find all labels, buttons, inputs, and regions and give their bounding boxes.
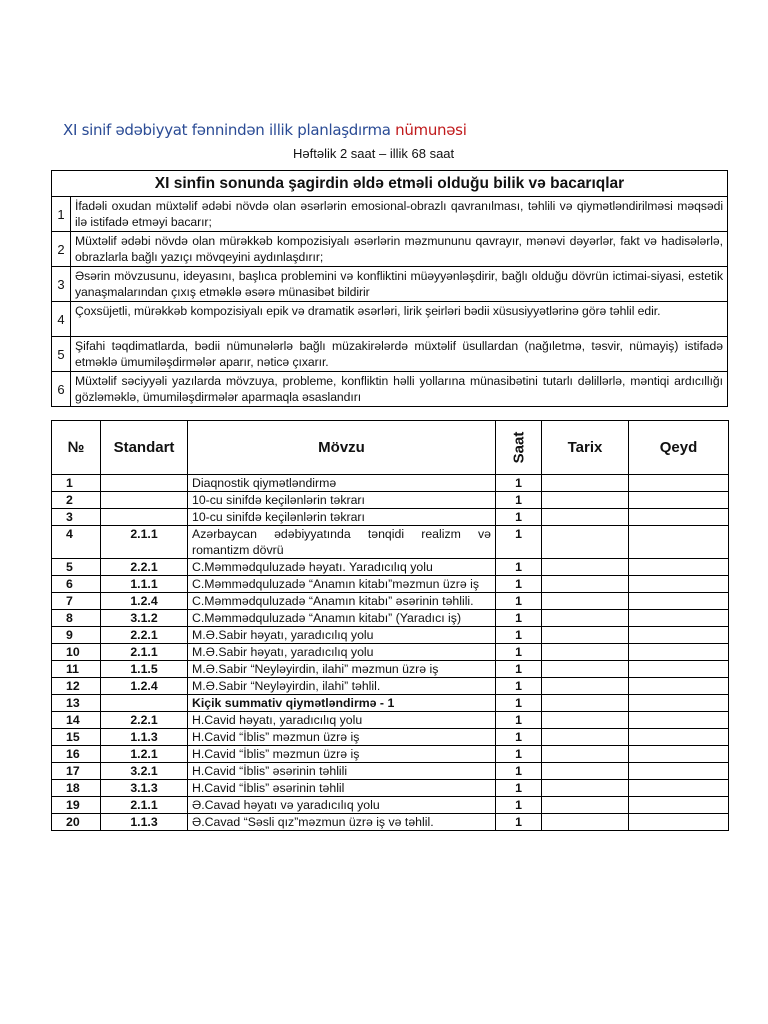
cell-number: 13 [52, 695, 101, 712]
cell-standart [101, 509, 188, 526]
col-header-tarix: Tarix [542, 421, 629, 475]
table-row [52, 475, 729, 492]
cell-saat: 1 [496, 814, 542, 831]
table-row [52, 695, 729, 712]
cell-number: 1 [52, 475, 101, 492]
cell-qeyd [629, 746, 729, 763]
cell-number: 12 [52, 678, 101, 695]
col-header-number: № [52, 421, 101, 475]
cell-standart: 2.2.1 [101, 712, 188, 729]
table-row [52, 780, 729, 797]
cell-number: 6 [52, 576, 101, 593]
cell-qeyd [629, 678, 729, 695]
cell-saat: 1 [496, 746, 542, 763]
cell-standart: 2.2.1 [101, 559, 188, 576]
cell-number: 9 [52, 627, 101, 644]
cell-standart [101, 475, 188, 492]
skills-row-text: Əsərin mövzusunu, ideyasını, başlıca problemini və konfliktini müəyyənləşdirir, bağlı olduğu dövrün ictimai-siyasi, estetik yanaşmalarından çıxış etməklə əsərə münasibət bildirir [71, 267, 728, 302]
cell-tarix [542, 475, 629, 492]
cell-tarix [542, 492, 629, 509]
cell-qeyd [629, 780, 729, 797]
skills-row-text: Müxtəlif ədəbi növdə olan mürəkkəb kompozisiyalı əsərlərin məzmununu qavrayır, mənəvi dəyərlər, fakt və hadisələrlə, obrazlarla bağlı yazıçı mövqeyini aydınlaşdırır; [71, 232, 728, 267]
cell-qeyd [629, 797, 729, 814]
cell-standart: 1.1.3 [101, 729, 188, 746]
table-row [52, 492, 729, 509]
table-row [52, 593, 729, 610]
cell-movzu: Azərbaycan ədəbiyyatında tənqidi realizm və romantizm dövrü [188, 526, 496, 559]
skills-table [51, 170, 728, 407]
cell-tarix [542, 576, 629, 593]
document-subtitle: Həftəlik 2 saat – illik 68 saat [293, 146, 455, 161]
cell-tarix [542, 526, 629, 559]
table-row [52, 661, 729, 678]
table-row [52, 627, 729, 644]
cell-movzu: H.Cavid “İblis” məzmun üzrə iş [188, 746, 496, 763]
cell-number: 4 [52, 526, 101, 559]
cell-saat: 1 [496, 610, 542, 627]
cell-tarix [542, 610, 629, 627]
table-row [52, 729, 729, 746]
col-header-standart: Standart [101, 421, 188, 475]
cell-saat: 1 [496, 729, 542, 746]
skills-row-text: İfadəli oxudan müxtəlif ədəbi növdə olan əsərlərin emosional-obrazlı qavranılması, təhlili və qiymətləndirilməsi məqsədi ilə istifadə etməyi bacarır; [71, 197, 728, 232]
cell-tarix [542, 644, 629, 661]
skills-row-number: 1 [52, 197, 71, 232]
skills-row-number: 5 [52, 337, 71, 372]
cell-number: 8 [52, 610, 101, 627]
table-row [52, 509, 729, 526]
cell-tarix [542, 763, 629, 780]
skills-row-text: Çoxsüjetli, mürəkkəb kompozisiyalı epik və dramatik əsərləri, lirik şeirləri bədii xüsusiyyətlərinə görə təhlil edir. [71, 302, 728, 337]
cell-standart: 1.1.3 [101, 814, 188, 831]
skills-row [52, 267, 728, 302]
cell-saat: 1 [496, 509, 542, 526]
cell-movzu: H.Cavid “İblis” əsərinin təhlili [188, 763, 496, 780]
cell-saat: 1 [496, 661, 542, 678]
cell-number: 3 [52, 509, 101, 526]
cell-movzu: Ə.Cavad həyatı və yaradıcılıq yolu [188, 797, 496, 814]
cell-saat: 1 [496, 526, 542, 559]
table-row [52, 712, 729, 729]
col-header-movzu: Mövzu [188, 421, 496, 475]
cell-movzu: C.Məmmədquluzadə “Anamın kitabı” (Yaradıcı iş) [188, 610, 496, 627]
skills-row [52, 197, 728, 232]
cell-qeyd [629, 644, 729, 661]
cell-qeyd [629, 559, 729, 576]
cell-saat: 1 [496, 644, 542, 661]
cell-tarix [542, 559, 629, 576]
cell-movzu: C.Məmmədquluzadə “Anamın kitabı”məzmun üzrə iş [188, 576, 496, 593]
cell-saat: 1 [496, 576, 542, 593]
cell-movzu: M.Ə.Sabir “Neyləyirdin, ilahi” məzmun üzrə iş [188, 661, 496, 678]
cell-tarix [542, 797, 629, 814]
cell-standart: 2.1.1 [101, 644, 188, 661]
cell-movzu: 10-cu sinifdə keçilənlərin təkrarı [188, 492, 496, 509]
cell-qeyd [629, 712, 729, 729]
skills-row-number: 6 [52, 372, 71, 407]
cell-saat: 1 [496, 678, 542, 695]
cell-standart: 1.1.1 [101, 576, 188, 593]
cell-qeyd [629, 593, 729, 610]
cell-movzu: 10-cu sinifdə keçilənlərin təkrarı [188, 509, 496, 526]
cell-qeyd [629, 729, 729, 746]
cell-standart: 3.1.3 [101, 780, 188, 797]
cell-standart [101, 492, 188, 509]
cell-qeyd [629, 526, 729, 559]
table-row [52, 559, 729, 576]
cell-saat: 1 [496, 695, 542, 712]
col-header-saat [496, 421, 542, 475]
cell-number: 7 [52, 593, 101, 610]
cell-standart: 3.1.2 [101, 610, 188, 627]
cell-tarix [542, 712, 629, 729]
skills-row-number: 4 [52, 302, 71, 337]
cell-saat: 1 [496, 797, 542, 814]
cell-movzu: M.Ə.Sabir həyatı, yaradıcılıq yolu [188, 644, 496, 661]
cell-qeyd [629, 576, 729, 593]
cell-standart: 2.1.1 [101, 526, 188, 559]
cell-number: 16 [52, 746, 101, 763]
cell-number: 2 [52, 492, 101, 509]
cell-movzu: H.Cavid “İblis” əsərinin təhlil [188, 780, 496, 797]
cell-saat: 1 [496, 712, 542, 729]
cell-saat: 1 [496, 559, 542, 576]
cell-standart [101, 695, 188, 712]
skills-row-text: Şifahi təqdimatlarda, bədii nümunələrlə bağlı müzakirələrdə müxtəlif üsullardan (nağıletmə, təsvir, nümayiş) istifadə etməklə ümumiləşdirmələr aparır, nəticə çıxarır. [71, 337, 728, 372]
cell-qeyd [629, 763, 729, 780]
document-title-main: XI sinif ədəbiyyat fənnindən illik planlaşdırma [63, 121, 396, 139]
cell-saat: 1 [496, 593, 542, 610]
cell-number: 5 [52, 559, 101, 576]
cell-standart: 1.1.5 [101, 661, 188, 678]
cell-movzu: Ə.Cavad “Səsli qız”məzmun üzrə iş və təhlil. [188, 814, 496, 831]
cell-movzu: M.Ə.Sabir həyatı, yaradıcılıq yolu [188, 627, 496, 644]
cell-number: 18 [52, 780, 101, 797]
cell-movzu: H.Cavid “İblis” məzmun üzrə iş [188, 729, 496, 746]
skills-row-number: 2 [52, 232, 71, 267]
cell-movzu: Kiçik summativ qiymətləndirmə - 1 [188, 695, 496, 712]
skills-row-text: Müxtəlif səciyyəli yazılarda mövzuya, probleme, konfliktin həlli yollarına münasibətini tutarlı dəlillərlə, məntiqi ardıcıllığı gözləməklə, ümumiləşdirmələr aparmaqla əsaslandırı [71, 372, 728, 407]
table-row [52, 576, 729, 593]
cell-qeyd [629, 814, 729, 831]
table-row [52, 746, 729, 763]
cell-tarix [542, 695, 629, 712]
cell-qeyd [629, 661, 729, 678]
cell-number: 14 [52, 712, 101, 729]
skills-row-number: 3 [52, 267, 71, 302]
table-row [52, 763, 729, 780]
cell-standart: 2.2.1 [101, 627, 188, 644]
cell-tarix [542, 661, 629, 678]
col-header-qeyd: Qeyd [629, 421, 729, 475]
cell-number: 15 [52, 729, 101, 746]
table-row [52, 678, 729, 695]
cell-saat: 1 [496, 763, 542, 780]
cell-movzu: Diaqnostik qiymətləndirmə [188, 475, 496, 492]
table-row [52, 610, 729, 627]
table-row [52, 797, 729, 814]
cell-number: 20 [52, 814, 101, 831]
skills-row [52, 302, 728, 337]
cell-standart: 3.2.1 [101, 763, 188, 780]
cell-tarix [542, 627, 629, 644]
cell-tarix [542, 780, 629, 797]
cell-number: 11 [52, 661, 101, 678]
cell-tarix [542, 746, 629, 763]
cell-movzu: M.Ə.Sabir “Neyləyirdin, ilahi” təhlil. [188, 678, 496, 695]
cell-saat: 1 [496, 475, 542, 492]
plan-table-header [52, 421, 729, 475]
cell-qeyd [629, 695, 729, 712]
cell-qeyd [629, 492, 729, 509]
skills-table-heading: XI sinfin sonunda şagirdin əldə etməli olduğu bilik və bacarıqlar [52, 171, 728, 197]
cell-qeyd [629, 475, 729, 492]
skills-row [52, 372, 728, 407]
cell-saat: 1 [496, 492, 542, 509]
cell-movzu: C.Məmmədquluzadə həyatı. Yaradıcılıq yolu [188, 559, 496, 576]
cell-number: 17 [52, 763, 101, 780]
cell-standart: 1.2.1 [101, 746, 188, 763]
cell-tarix [542, 593, 629, 610]
plan-table-body [52, 475, 729, 831]
cell-qeyd [629, 610, 729, 627]
cell-movzu: H.Cavid həyatı, yaradıcılıq yolu [188, 712, 496, 729]
document-title-highlight: nümunəsi [395, 121, 467, 139]
skills-row [52, 232, 728, 267]
table-row [52, 814, 729, 831]
col-header-saat-label: Saat [510, 431, 527, 464]
cell-saat: 1 [496, 780, 542, 797]
cell-standart: 1.2.4 [101, 593, 188, 610]
cell-standart: 1.2.4 [101, 678, 188, 695]
cell-tarix [542, 814, 629, 831]
cell-tarix [542, 509, 629, 526]
skills-row [52, 337, 728, 372]
table-row [52, 526, 729, 559]
table-row [52, 644, 729, 661]
cell-qeyd [629, 627, 729, 644]
document-title [63, 121, 467, 139]
cell-saat: 1 [496, 627, 542, 644]
plan-table [51, 420, 729, 831]
cell-tarix [542, 729, 629, 746]
cell-qeyd [629, 509, 729, 526]
cell-tarix [542, 678, 629, 695]
cell-standart: 2.1.1 [101, 797, 188, 814]
cell-number: 19 [52, 797, 101, 814]
cell-number: 10 [52, 644, 101, 661]
cell-movzu: C.Məmmədquluzadə “Anamın kitabı” əsərinin təhlili. [188, 593, 496, 610]
